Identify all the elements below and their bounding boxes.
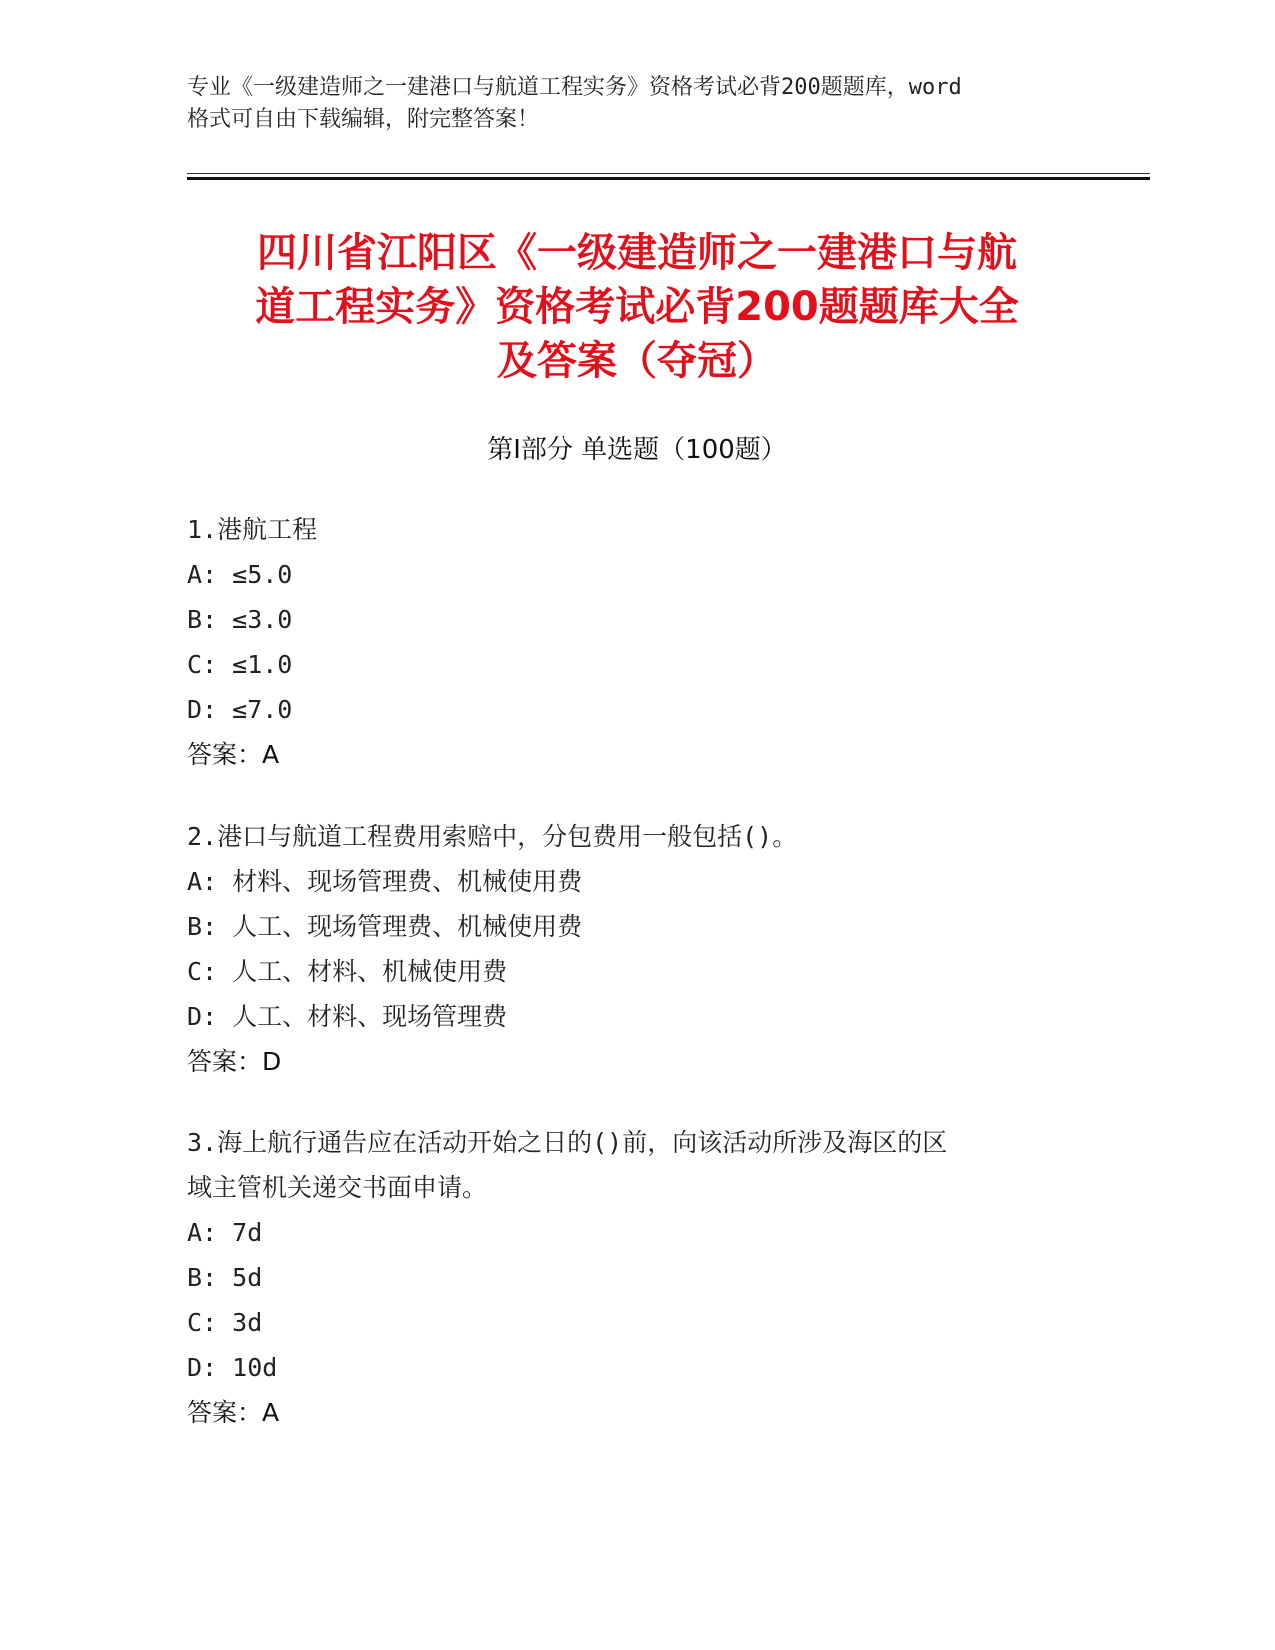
option-c: C: 3d [187, 1308, 263, 1337]
answer-line: 答案：A [187, 740, 280, 769]
header-divider-thin [187, 173, 1150, 174]
document-title-line-2: 道工程实务》资格考试必背200题题库大全 [255, 284, 1019, 330]
header-divider-thick [187, 177, 1150, 180]
question-1 [187, 507, 1087, 777]
header-note [187, 72, 1087, 136]
option-a: A: 7d [187, 1218, 263, 1247]
question-stem: 1.港航工程 [187, 515, 318, 544]
section-title: 第Ⅰ部分 单选题（100题） [487, 435, 787, 465]
option-c: C: ≤1.0 [187, 650, 293, 679]
option-b: B: ≤3.0 [187, 605, 293, 634]
question-3 [187, 1120, 1087, 1435]
option-b: B: 5d [187, 1263, 263, 1292]
option-d: D: 人工、材料、现场管理费 [187, 1002, 508, 1031]
option-c: C: 人工、材料、机械使用费 [187, 957, 508, 986]
question-stem: 3.海上航行通告应在活动开始之日的()前，向该活动所涉及海区的区 [187, 1128, 948, 1157]
header-note-line-2: 格式可自由下载编辑，附完整答案！ [187, 107, 540, 132]
document-title [187, 226, 1087, 388]
question-stem: 2.港口与航道工程费用索赔中，分包费用一般包括()。 [187, 822, 798, 851]
option-a: A: 材料、现场管理费、机械使用费 [187, 867, 583, 896]
option-a: A: ≤5.0 [187, 560, 293, 589]
option-b: B: 人工、现场管理费、机械使用费 [187, 912, 583, 941]
option-d: D: ≤7.0 [187, 695, 293, 724]
document-title-line-1: 四川省江阳区《一级建造师之一建港口与航 [257, 230, 1017, 276]
option-d: D: 10d [187, 1353, 278, 1382]
answer-line: 答案：A [187, 1398, 280, 1427]
document-title-line-3: 及答案（夺冠） [497, 338, 777, 384]
question-2 [187, 814, 1087, 1084]
header-note-line-1: 专业《一级建造师之一建港口与航道工程实务》资格考试必背200题题库，word [187, 75, 962, 100]
answer-line: 答案：D [187, 1047, 282, 1076]
question-stem-continued: 域主管机关递交书面申请。 [187, 1173, 488, 1202]
